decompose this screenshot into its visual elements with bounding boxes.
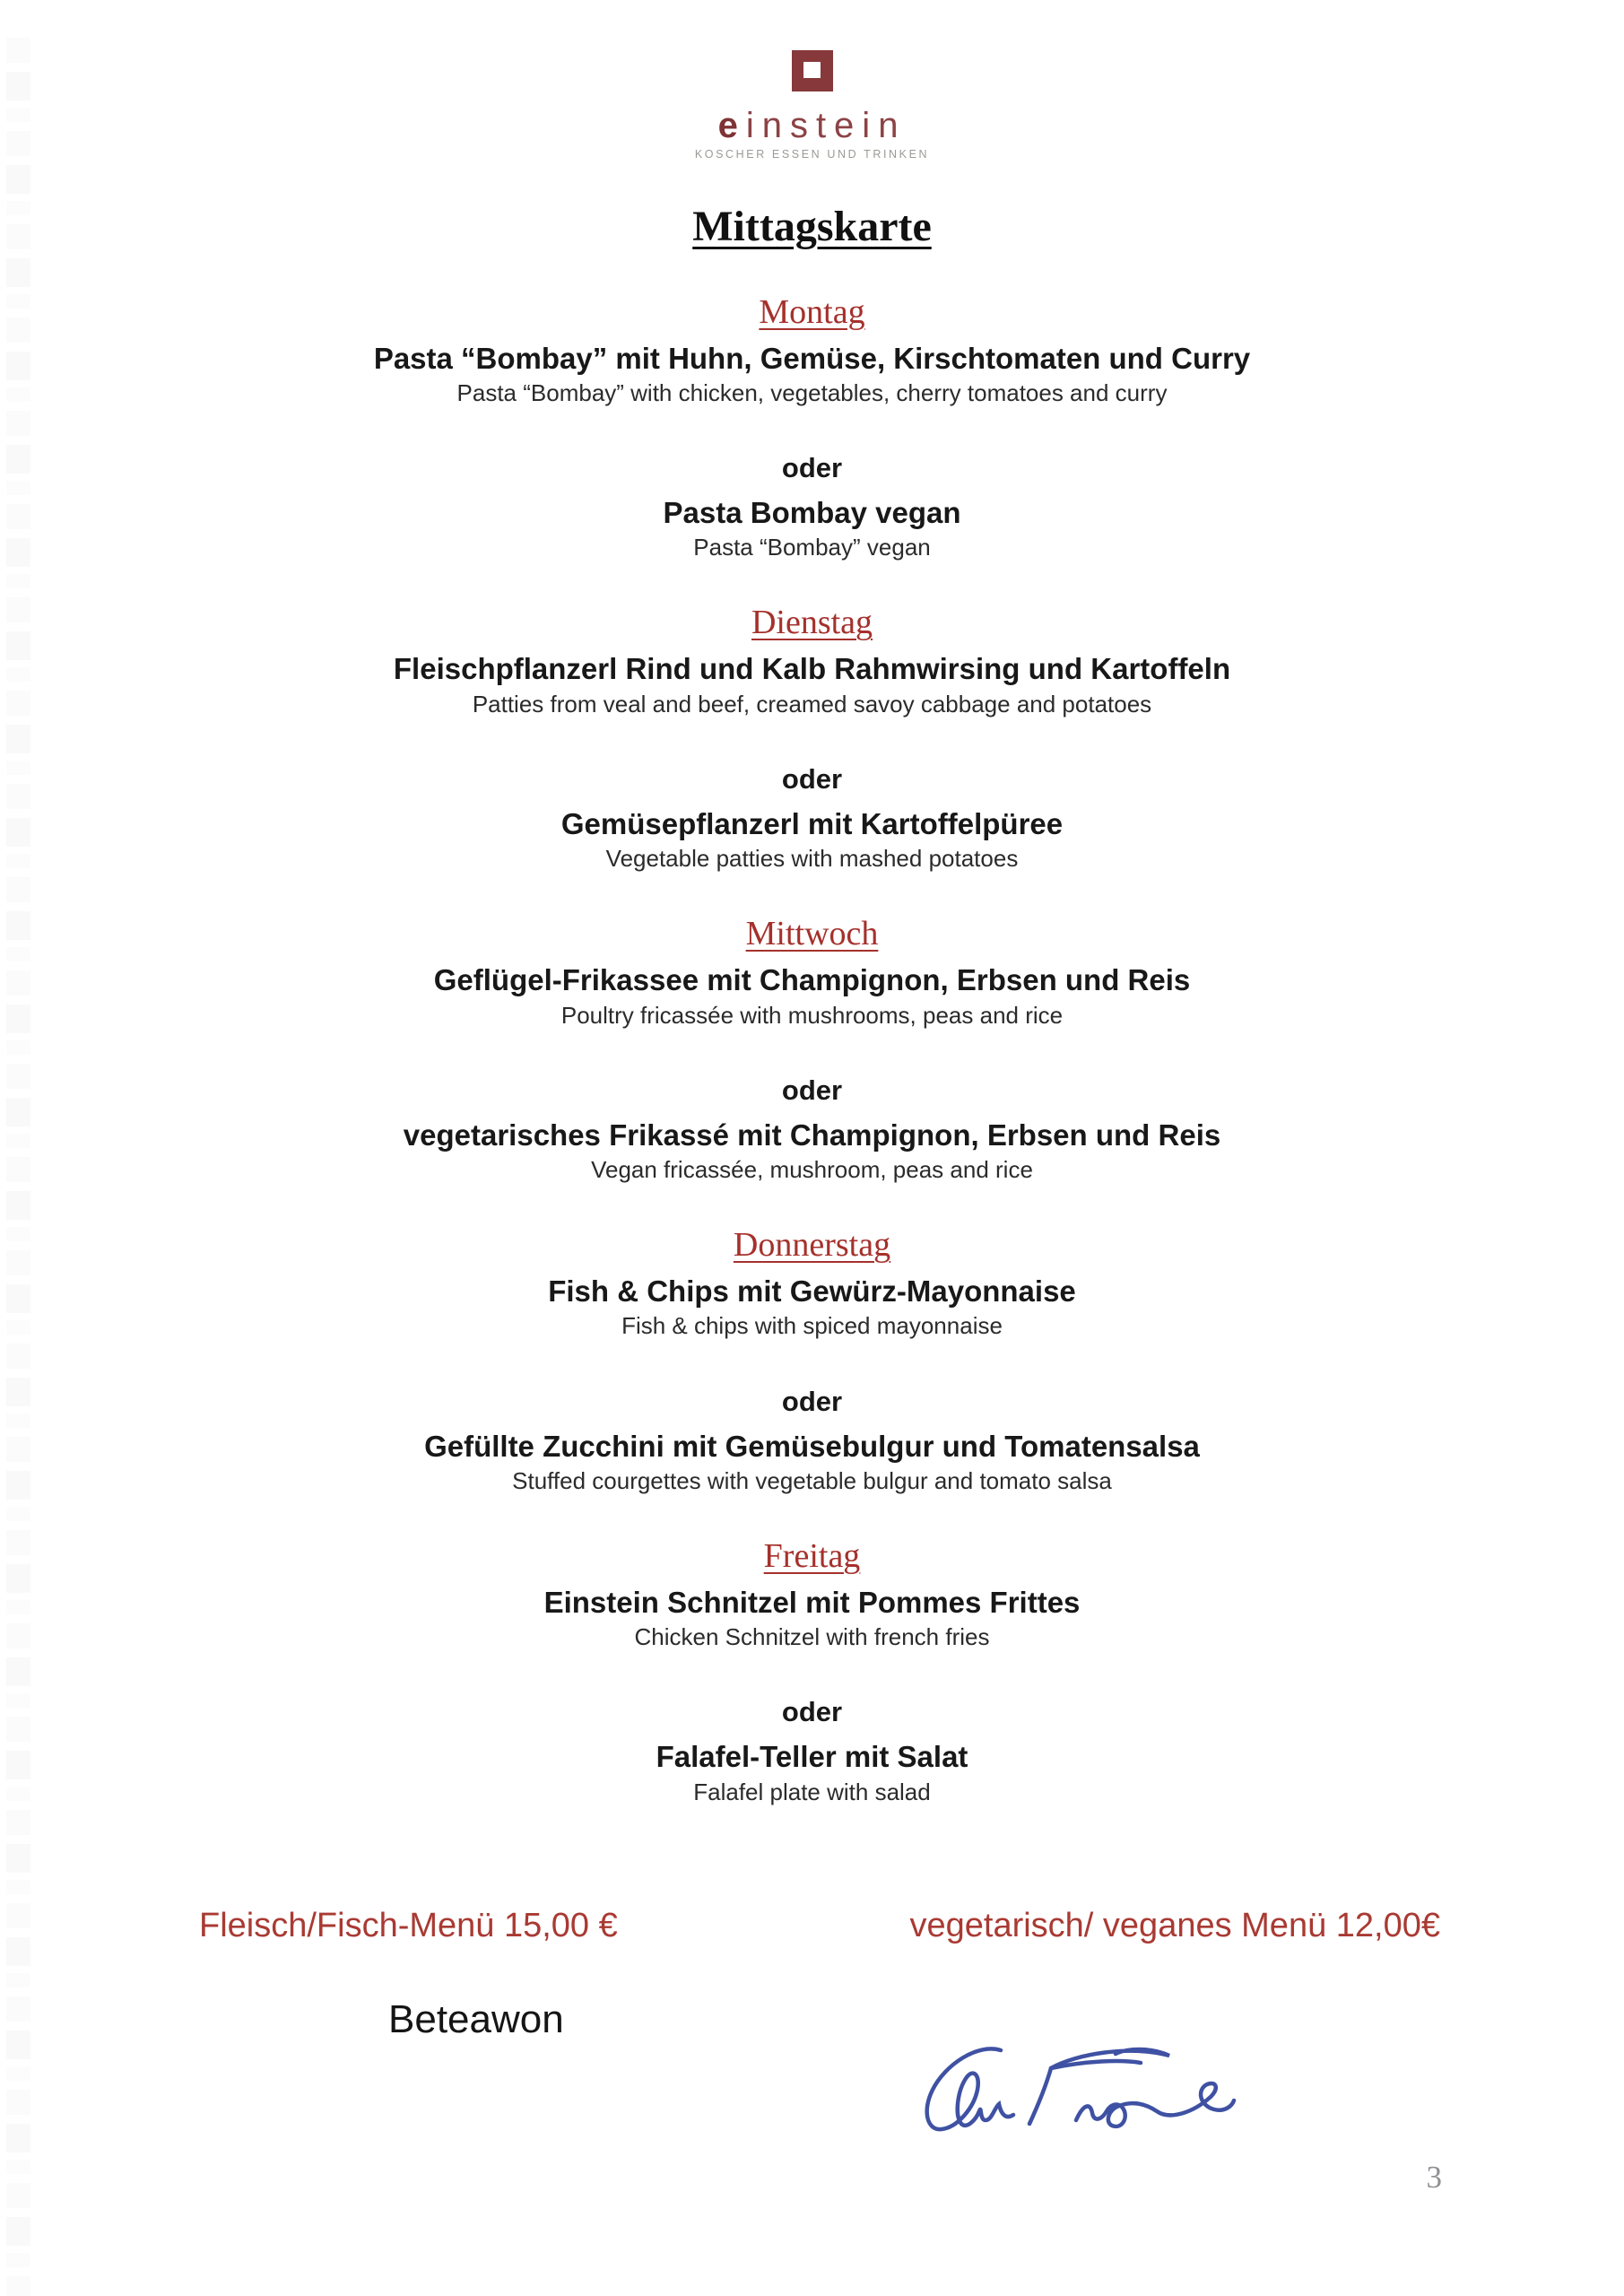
dish-name-de: vegetarisches Frikassé mit Champignon, Erbsen und Reis (403, 1118, 1221, 1152)
dish-name-en: Patties from veal and beef, creamed savoy cabbage and potatoes (472, 690, 1152, 718)
dish-name-de: Falafel-Teller mit Salat (656, 1740, 968, 1774)
dish-name-en: Poultry fricassée with mushrooms, peas and rice (560, 1001, 1064, 1029)
day-section-dienstag (0, 603, 1624, 873)
dish-name-de: Pasta “Bombay” mit Huhn, Gemüse, Kirschtomaten und Curry (373, 341, 1251, 375)
dish-name-de: Gefüllte Zucchini mit Gemüsebulgur und Tomatensalsa (424, 1429, 1200, 1463)
closing-word: Beteawon (388, 1996, 564, 2041)
or-separator: oder (781, 451, 843, 483)
day-section-montag (0, 292, 1624, 562)
einstein-logo-icon (792, 50, 833, 91)
dish-name-en: Vegan fricassée, mushroom, peas and rice (591, 1155, 1033, 1183)
dish-name-de: Einstein Schnitzel mit Pommes Frittes (543, 1586, 1081, 1619)
price-vegetarian-menu: vegetarisch/ veganes Menü 12,00€ (909, 1906, 1440, 1944)
signature-image (915, 2038, 1238, 2181)
day-section-freitag (0, 1536, 1624, 1806)
or-separator: oder (781, 1385, 843, 1417)
or-separator: oder (781, 1074, 843, 1106)
day-heading-dienstag: Dienstag (751, 604, 873, 642)
day-heading-montag: Montag (759, 292, 865, 331)
or-separator: oder (781, 762, 843, 795)
day-heading-donnerstag: Donnerstag (733, 1226, 891, 1265)
day-section-mittwoch (0, 914, 1624, 1184)
left-edge-watermark (6, 32, 30, 2296)
day-heading-freitag: Freitag (763, 1537, 861, 1575)
price-meat-fish-menu: Fleisch/Fisch-Menü 15,00 € (199, 1906, 618, 1944)
dish-name-en: Pasta “Bombay” vegan (693, 534, 931, 561)
logo-tagline: KOSCHER ESSEN UND TRINKEN (694, 148, 930, 161)
dish-name-en: Falafel plate with salad (693, 1778, 931, 1805)
wordmark-rest: instein (745, 106, 907, 145)
day-section-donnerstag (0, 1225, 1624, 1495)
dish-name-de: Geflügel-Frikassee mit Champignon, Erbsen und Reis (433, 963, 1191, 997)
wordmark-first-letter: e (717, 106, 746, 145)
dish-name-en: Pasta “Bombay” with chicken, vegetables, cherry tomatoes and curry (456, 378, 1168, 406)
dish-name-de: Pasta Bombay vegan (663, 495, 961, 529)
dish-name-de: Gemüsepflanzerl mit Kartoffelpüree (560, 806, 1064, 840)
page-number: 3 (1426, 2160, 1442, 2195)
restaurant-logo (0, 50, 1624, 161)
dish-name-de: Fish & Chips mit Gewürz-Mayonnaise (548, 1274, 1076, 1309)
price-row (0, 1907, 1624, 1945)
dish-name-en: Vegetable patties with mashed potatoes (605, 845, 1019, 873)
dish-name-en: Stuffed courgettes with vegetable bulgur and tomato salsa (512, 1466, 1112, 1494)
einstein-wordmark (0, 108, 1624, 144)
dish-name-de: Fleischpflanzerl Rind und Kalb Rahmwirsing und Kartoffeln (393, 652, 1231, 686)
page-title: Mittagskarte (692, 202, 932, 250)
or-separator: oder (781, 1696, 843, 1728)
day-heading-mittwoch: Mittwoch (745, 915, 879, 953)
dish-name-en: Fish & chips with spiced mayonnaise (621, 1312, 1003, 1340)
dish-name-en: Chicken Schnitzel with french fries (634, 1623, 990, 1651)
